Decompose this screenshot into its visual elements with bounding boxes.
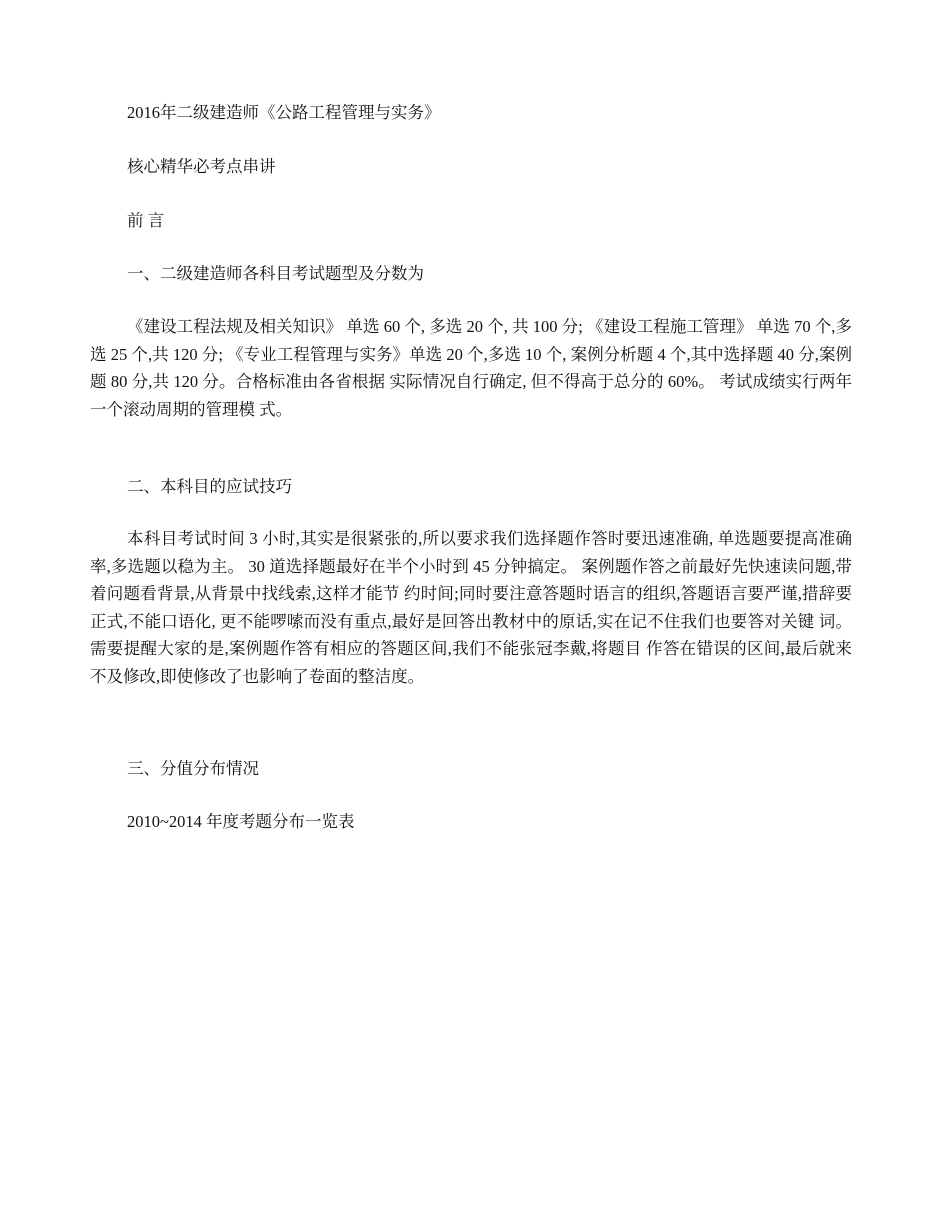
section-2-heading: 二、本科目的应试技巧 [127, 477, 292, 496]
document-title: 2016年二级建造师《公路工程管理与实务》 [127, 103, 441, 122]
table-caption: 2010~2014 年度考题分布一览表 [127, 812, 355, 831]
section-1-heading: 一、二级建造师各科目考试题型及分数为 [127, 264, 424, 283]
preface-heading: 前 言 [127, 211, 165, 230]
document-subtitle: 核心精华必考点串讲 [127, 157, 276, 176]
section-2-body: 本科目考试时间 3 小时,其实是很紧张的,所以要求我们选择题作答时要迅速准确, 单选题要提高准确率,多选题以稳为主。 30 道选择题最好在半个小时到 45 分钟搞定。 案例题作答之前最好先快速读问题,带着问题看背景,从背景中找线索,这样才能节 约时间;同时要注意答题时语言的组织,答题语言要严谨,措辞要正式,不能口语化, 更不能啰嗦而没有重点,最好是回答出教材中的原话,实在记不住我们也要答对关键 词。需要提醒大家的是,案例题作答有相应的答题区间,我们不能张冠李戴,将题目 作答在错误的区间,最后就来不及修改,即使修改了也影响了卷面的整洁度。 [90, 529, 852, 686]
section-3-heading: 三、分值分布情况 [127, 759, 259, 778]
section-1-body: 《建设工程法规及相关知识》 单选 60 个, 多选 20 个, 共 100 分; 《建设工程施工管理》 单选 70 个,多选 25 个,共 120 分; 《专业工程管理与实务》单选 20 个,多选 10 个, 案例分析题 4 个,其中选择题 40 分,案例题 80 分,共 120 分。合格标准由各省根据 实际情况自行确定, 但不得高于总分的 60%。 考试成绩实行两年一个滚动周期的管理模 式。 [90, 317, 852, 419]
